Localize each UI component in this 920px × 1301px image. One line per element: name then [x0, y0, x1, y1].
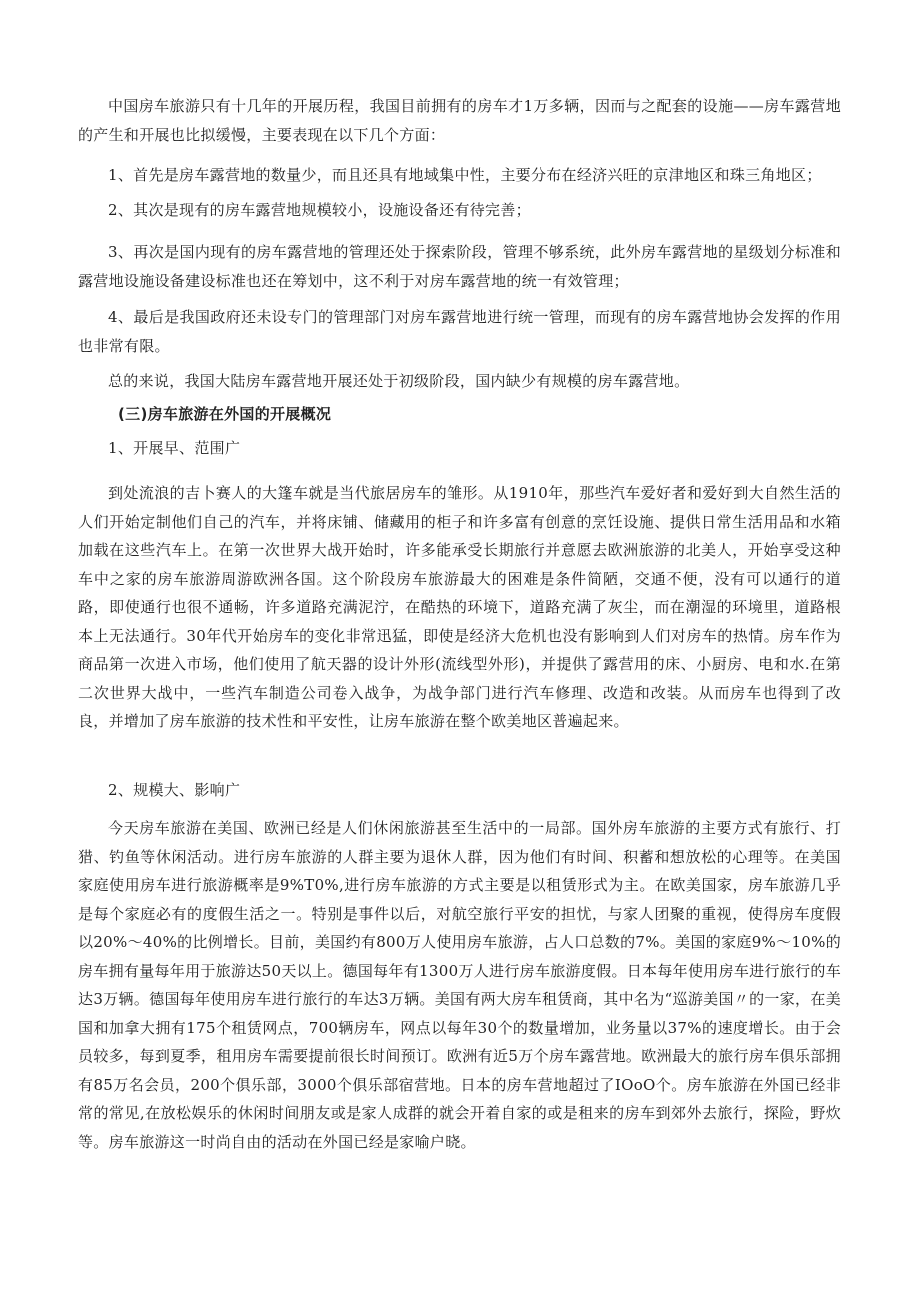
- intro-paragraph: 中国房车旅游只有十几年的开展历程，我国目前拥有的房车才1万多辆，因而与之配套的设施——房车露营地的产生和开展也比拟缓慢，主要表现在以下几个方面：: [78, 97, 841, 144]
- section-heading: (三)房车旅游在外国的开展概况: [118, 405, 332, 423]
- subsection-1-body: 到处流浪的吉卜赛人的大篷车就是当代旅居房车的雏形。从1910年，那些汽车爱好者和爱好到大自然生活的人们开始定制他们自己的汽车，并将床铺、储藏用的柜子和许多富有创意的烹饪设施、提供日常生活用品和水箱加载在这些汽车上。在第一次世界大战开始时，许多能承受长期旅行并意愿去欧洲旅游的北美人，开始享受这种车中之家的房车旅游周游欧洲各国。这个阶段房车旅游最大的困难是条件简陋，交通不便，没有可以通行的道路，即使通行也很不通畅，许多道路充满泥泞，在酷热的环境下，道路充满了灰尘，而在潮湿的环境里，道路根本上无法通行。30年代开始房车的变化非常迅猛，即使是经济大危机也没有影响到人们对房车的热情。房车作为商品第一次进入市场，他们使用了航天器的设计外形(流线型外形)，并提供了露营用的床、小厨房、电和水.在第二次世界大战中，一些汽车制造公司卷入战争，为战争部门进行汽车修理、改造和改装。从而房车也得到了改良，并增加了房车旅游的技术性和平安性，让房车旅游在整个欧美地区普遍起来。: [78, 484, 841, 730]
- point-3-paragraph: 3、再次是国内现有的房车露营地的管理还处于探索阶段，管理不够系统，此外房车露营地的星级划分标准和露营地设施设备建设标准也还在筹划中，这不利于对房车露营地的统一有效管理；: [78, 243, 841, 290]
- point-1-paragraph: 1、首先是房车露营地的数量少，而且还具有地域集中性，主要分布在经济兴旺的京津地区和珠三角地区；: [108, 166, 822, 184]
- subsection-2-title: 2、规模大、影响广: [108, 781, 241, 799]
- point-2-paragraph: 2、其次是现有的房车露营地规模较小，设施设备还有待完善；: [108, 201, 531, 219]
- subsection-1-title: 1、开展早、范围广: [108, 439, 241, 457]
- point-4-paragraph: 4、最后是我国政府还未设专门的管理部门对房车露营地进行统一管理，而现有的房车露营地协会发挥的作用也非常有限。: [78, 308, 841, 355]
- summary-paragraph: 总的来说，我国大陆房车露营地开展还处于初级阶段，国内缺少有规模的房车露营地。: [108, 372, 690, 390]
- subsection-2-body: 今天房车旅游在美国、欧洲已经是人们休闲旅游甚至生活中的一局部。国外房车旅游的主要方式有旅行、打猎、钓鱼等休闲活动。进行房车旅游的人群主要为退休人群，因为他们有时间、积蓄和想放松的心理等。在美国家庭使用房车进行旅游概率是9%T0%,进行房车旅游的方式主要是以租赁形式为主。在欧美国家，房车旅游几乎是每个家庭必有的度假生活之一。特别是事件以后，对航空旅行平安的担忧，与家人团聚的重视，使得房车度假以20%～40%的比例增长。目前，美国约有800万人使用房车旅游，占人口总数的7%。美国的家庭9%～10%的房车拥有量每年用于旅游达50天以上。德国每年有1300万人进行房车旅游度假。日本每年使用房车进行旅行的车达3万辆。德国每年使用房车进行旅行的车达3万辆。美国有两大房车租赁商，其中名为“巡游美国〃的一家，在美国和加拿大拥有175个租赁网点，700辆房车，网点以每年30个的数量增加，业务量以37%的速度增长。由于会员较多，每到夏季，租用房车需要提前很长时间预订。欧洲有近5万个房车露营地。欧洲最大的旅行房车俱乐部拥有85万名会员，200个俱乐部，3000个俱乐部宿营地。日本的房车营地超过了IOoO个。房车旅游在外国已经非常的常见,在放松娱乐的休闲时间朋友或是家人成群的就会开着自家的或是租来的房车到郊外去旅行，探险，野炊等。房车旅游这一时尚自由的活动在外国已经是家喻户晓。: [78, 819, 841, 1151]
